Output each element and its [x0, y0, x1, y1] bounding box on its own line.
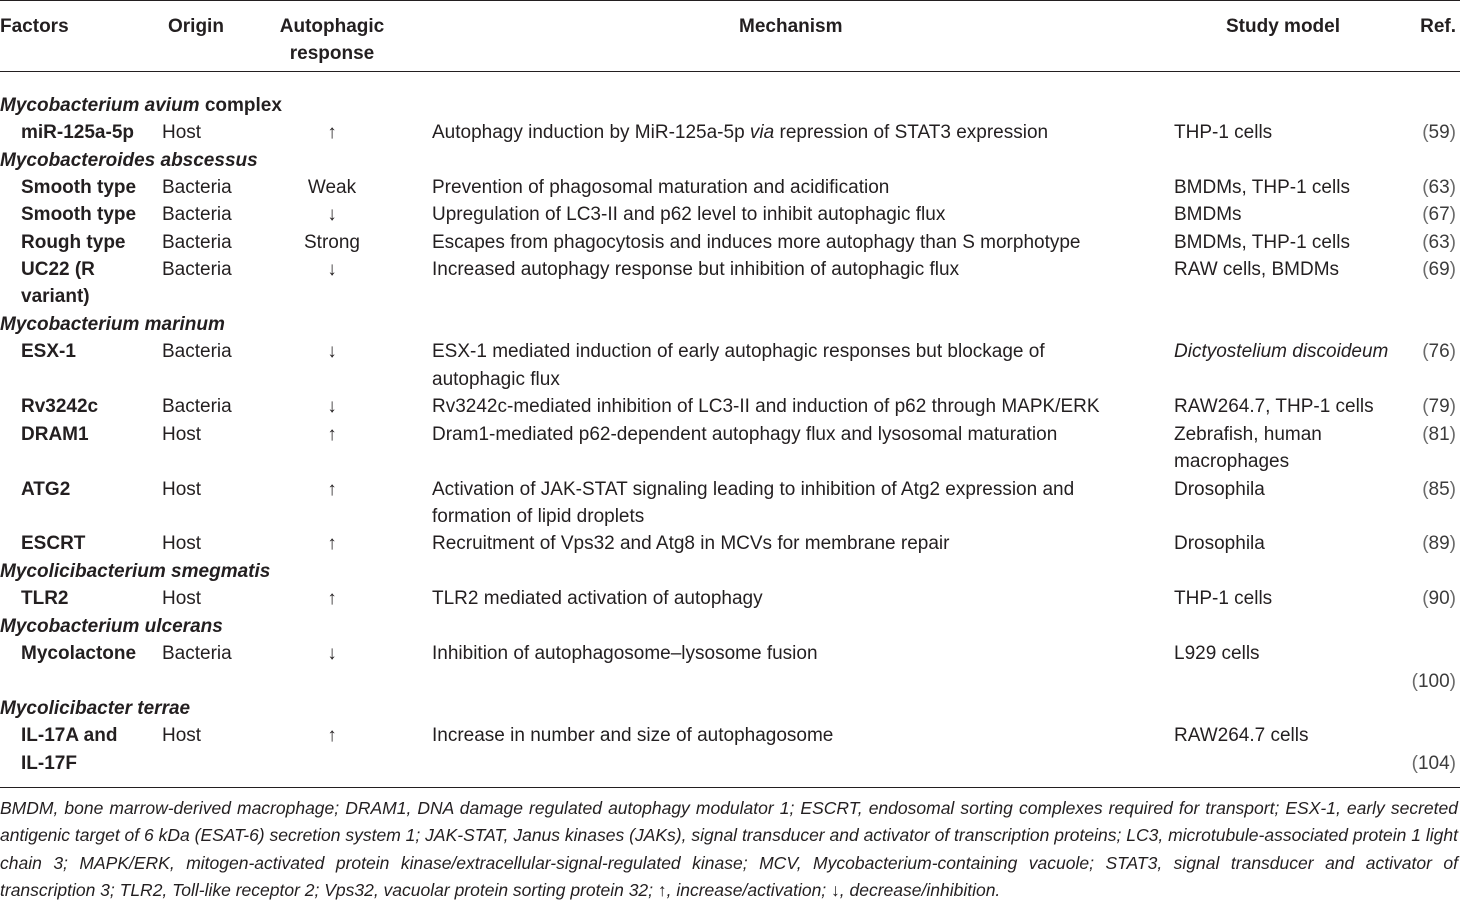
ref-cell: (90) [1422, 588, 1456, 609]
factor-cell: ESCRT [21, 533, 86, 554]
mechanism-cell: Escapes from phagocytosis and induces more autophagy than S morphotype [432, 232, 1081, 253]
header-study-model: Study model [1226, 16, 1341, 37]
mechanism-cell-continued: formation of lipid droplets [432, 506, 645, 527]
response-cell: ↓ [327, 643, 337, 664]
study-model-cell: BMDMs, THP-1 cells [1174, 232, 1350, 253]
mechanism-cell: Rv3242c-mediated inhibition of LC3-II and induction of p62 through MAPK/ERK [432, 396, 1100, 417]
factor-cell: Rv3242c [21, 396, 99, 417]
factor-cell: TLR2 [21, 588, 69, 609]
study-model-cell: L929 cells [1174, 643, 1260, 664]
mechanism-cell: Increased autophagy response but inhibition of autophagic flux [432, 259, 960, 280]
mechanism-cell: ESX-1 mediated induction of early autophagic responses but blockage of [432, 341, 1045, 362]
origin-cell: Bacteria [162, 341, 232, 362]
response-cell: ↓ [327, 341, 337, 362]
origin-cell: Bacteria [162, 259, 232, 280]
ref-cell: (81) [1422, 424, 1456, 445]
group-heading: Mycobacterium avium complex [0, 95, 282, 116]
factor-cell: Mycolactone [21, 643, 137, 664]
ref-cell: (100) [1411, 671, 1456, 692]
ref-cell: (67) [1422, 204, 1456, 225]
origin-cell: Bacteria [162, 396, 232, 417]
response-cell: ↑ [327, 725, 337, 746]
ref-cell: (89) [1422, 533, 1456, 554]
header-mechanism: Mechanism [739, 16, 843, 37]
mechanism-cell: Upregulation of LC3-II and p62 level to inhibit autophagic flux [432, 204, 946, 225]
origin-cell: Host [162, 588, 202, 609]
ref-cell: (63) [1422, 232, 1456, 253]
mechanism-cell-continued: autophagic flux [432, 369, 560, 390]
ref-cell: (104) [1411, 753, 1456, 774]
group-heading: Mycolicibacter terrae [0, 698, 191, 719]
response-cell: ↓ [327, 204, 337, 225]
study-model-cell: BMDMs, THP-1 cells [1174, 177, 1350, 198]
group-heading: Mycobacterium ulcerans [0, 616, 223, 637]
response-cell: ↑ [327, 588, 337, 609]
mechanism-cell: Autophagy induction by MiR-125a-5p via repression of STAT3 expression [432, 122, 1049, 143]
ref-cell: (69) [1422, 259, 1456, 280]
mechanism-cell: Prevention of phagosomal maturation and acidification [432, 177, 890, 198]
factor-cell: Smooth type [21, 177, 137, 198]
study-model-cell: RAW264.7 cells [1174, 725, 1309, 746]
factor-cell: IL-17A and [21, 725, 118, 746]
study-model-cell: THP-1 cells [1174, 588, 1273, 609]
study-model-cell: BMDMs [1174, 204, 1242, 225]
origin-cell: Bacteria [162, 204, 232, 225]
response-cell: ↑ [327, 479, 337, 500]
factor-cell: UC22 (R [21, 259, 95, 280]
mechanism-cell: Inhibition of autophagosome–lysosome fusion [432, 643, 818, 664]
header-origin: Origin [168, 16, 224, 37]
response-cell: ↑ [327, 533, 337, 554]
group-heading: Mycolicibacterium smegmatis [0, 561, 271, 582]
origin-cell: Host [162, 479, 202, 500]
ref-cell: (59) [1422, 122, 1456, 143]
factor-cell: DRAM1 [21, 424, 89, 445]
header-factors: Factors [0, 16, 69, 37]
ref-cell: (79) [1422, 396, 1456, 417]
ref-cell: (63) [1422, 177, 1456, 198]
table-bottom-rule [0, 787, 1460, 788]
study-model-cell: Dictyostelium discoideum [1174, 341, 1389, 362]
study-model-cell-continued: macrophages [1174, 451, 1290, 472]
table-header-rule [0, 71, 1460, 72]
origin-cell: Host [162, 122, 202, 143]
mechanism-cell: Activation of JAK-STAT signaling leading to inhibition of Atg2 expression and [432, 479, 1075, 500]
response-cell: Strong [304, 232, 360, 253]
study-model-cell: RAW264.7, THP-1 cells [1174, 396, 1374, 417]
study-model-cell: Zebrafish, human [1174, 424, 1322, 445]
ref-cell: (76) [1422, 341, 1456, 362]
group-heading: Mycobacteroides abscessus [0, 150, 258, 171]
origin-cell: Bacteria [162, 232, 232, 253]
header-response: response [289, 43, 375, 64]
header-autophagic: Autophagic [279, 16, 385, 37]
factor-cell: ATG2 [21, 479, 71, 500]
study-model-cell: Drosophila [1174, 479, 1265, 500]
factor-cell: Rough type [21, 232, 126, 253]
factor-cell: miR-125a-5p [21, 122, 134, 143]
factor-cell: Smooth type [21, 204, 137, 225]
study-model-cell: THP-1 cells [1174, 122, 1273, 143]
response-cell: ↓ [327, 396, 337, 417]
header-ref: Ref. [1420, 16, 1456, 37]
table-footnote: BMDM, bone marrow-derived macrophage; DRAM1, DNA damage regulated autophagy modulator 1; ESCRT, endosomal sorting complexes required for transport; ESX-1, early secreted antigenic target of 6 kDa (ESAT-6) secretion system 1; JAK-STAT, Janus kinases (JAKs), signal transducer and activator of transcription proteins; LC3, microtubule-associated protein 1 light chain 3; MAPK/ERK, mitogen-activated protein kinase/extracellular-signal-regulated kinase; MCV, Mycobacterium-containing vacuole; STAT3, signal transducer and activator of transcription 3; TLR2, Toll-like receptor 2; Vps32, vacuolar protein sorting protein 32; ↑, increase/activation; ↓, decrease/inhibition. [0, 798, 1458, 900]
response-cell: ↑ [327, 424, 337, 445]
group-heading: Mycobacterium marinum [0, 314, 225, 335]
factor-cell-continued: variant) [21, 286, 90, 307]
factor-cell: ESX-1 [21, 341, 76, 362]
origin-cell: Host [162, 725, 202, 746]
response-cell: ↑ [327, 122, 337, 143]
study-model-cell: Drosophila [1174, 533, 1265, 554]
mechanism-cell: TLR2 mediated activation of autophagy [432, 588, 763, 609]
origin-cell: Bacteria [162, 177, 232, 198]
response-cell: Weak [307, 177, 357, 198]
origin-cell: Host [162, 533, 202, 554]
mechanism-cell: Recruitment of Vps32 and Atg8 in MCVs for membrane repair [432, 533, 950, 554]
study-model-cell: RAW cells, BMDMs [1174, 259, 1340, 280]
table-top-rule [0, 0, 1460, 1]
mechanism-cell: Increase in number and size of autophagosome [432, 725, 834, 746]
ref-cell: (85) [1422, 479, 1456, 500]
origin-cell: Host [162, 424, 202, 445]
origin-cell: Bacteria [162, 643, 232, 664]
factor-cell-continued: IL-17F [21, 753, 77, 774]
mechanism-cell: Dram1-mediated p62-dependent autophagy flux and lysosomal maturation [432, 424, 1058, 445]
response-cell: ↓ [327, 259, 337, 280]
